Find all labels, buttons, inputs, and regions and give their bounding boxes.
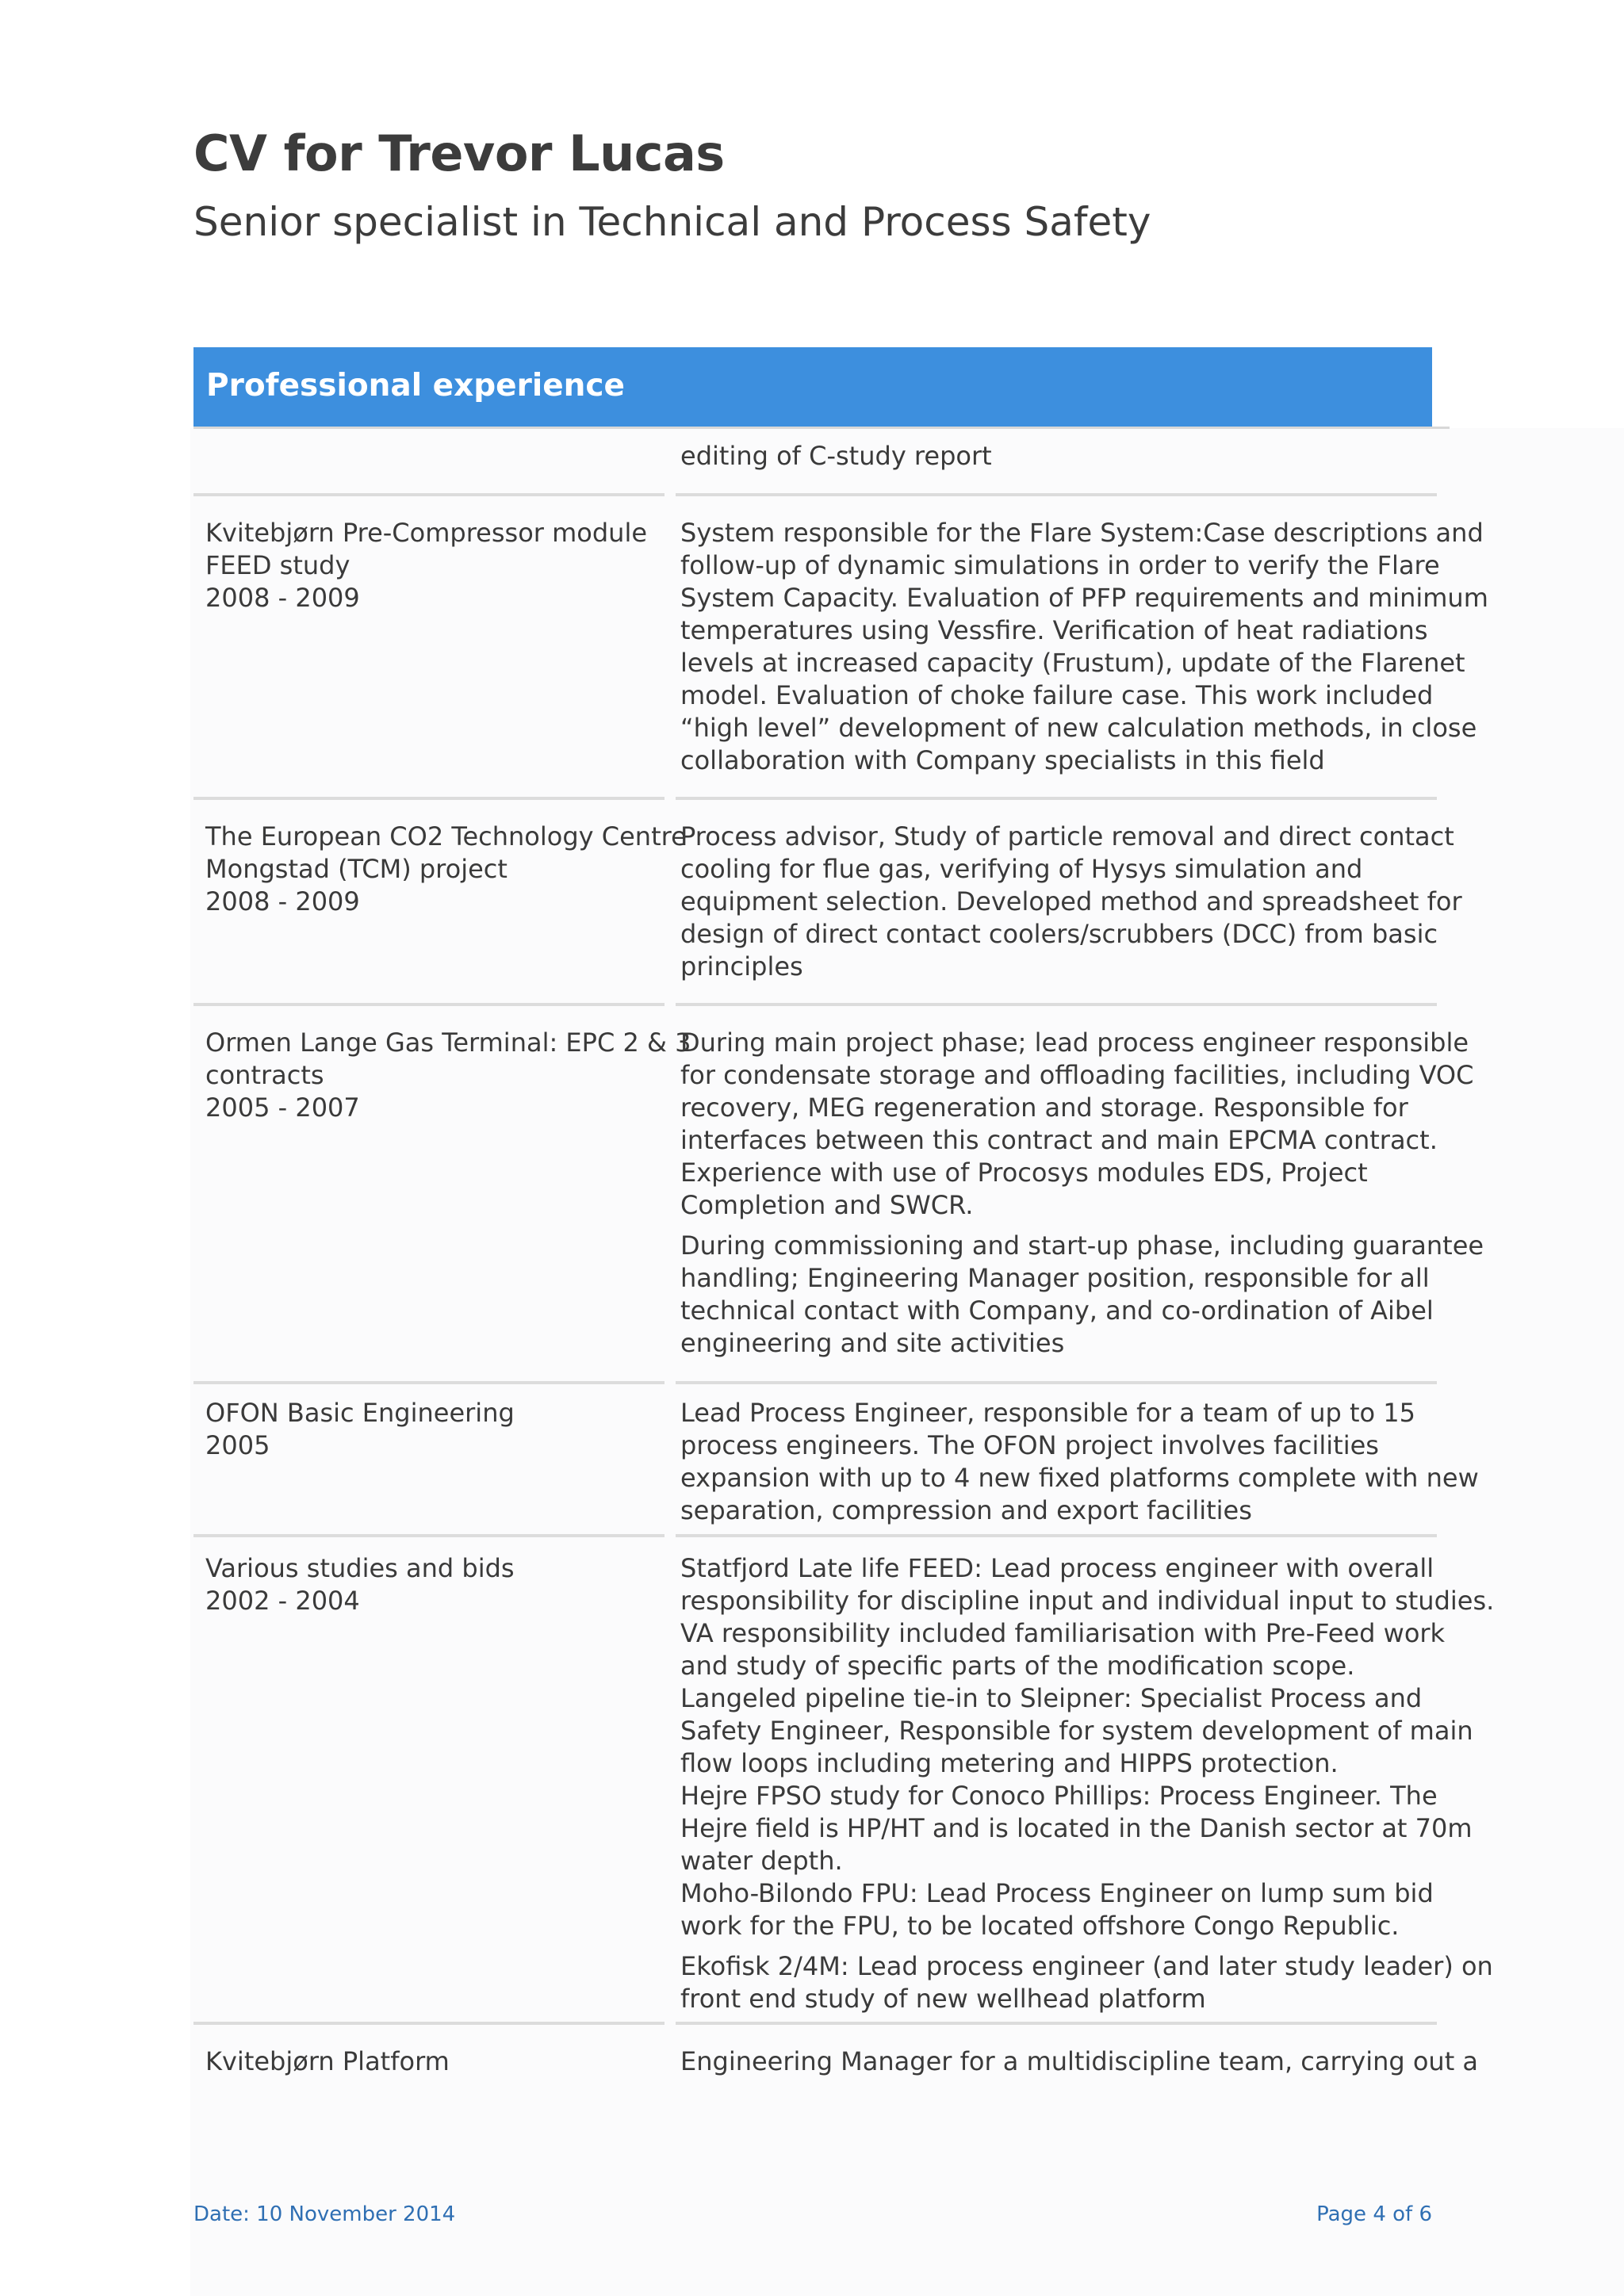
page-title: CV for Trevor Lucas [193, 124, 725, 182]
row-divider-left [193, 1381, 665, 1384]
description-line: expansion with up to 4 new fixed platforms complete with new [680, 1463, 1479, 1493]
description-line: design of direct contact coolers/scrubbers (DCC) from basic [680, 919, 1438, 949]
description-line: process engineers. The OFON project involves facilities [680, 1430, 1379, 1460]
project-name: Various studies and bids [205, 1553, 515, 1583]
description-line: model. Evaluation of choke failure case. This work included [680, 680, 1434, 710]
description-line: Safety Engineer, Responsible for system development of main [680, 1716, 1473, 1746]
description-line: Langeled pipeline tie-in to Sleipner: Specialist Process and [680, 1683, 1423, 1713]
description-line: Experience with use of Procosys modules EDS, Project [680, 1158, 1368, 1188]
description-line: “high level” development of new calculation methods, in close [680, 713, 1477, 743]
project-name: Mongstad (TCM) project [205, 854, 508, 884]
description-line: temperatures using Vessfire. Verification of heat radiations [680, 615, 1428, 645]
description-cell [680, 517, 1488, 777]
description-line: flow loops including metering and HIPPS protection. [680, 1748, 1339, 1778]
description-line: System responsible for the Flare System:Case descriptions and [680, 518, 1484, 548]
row-divider-left [193, 797, 665, 800]
project-cell [205, 1397, 681, 1462]
description-cell [680, 2045, 1479, 2078]
description-line: follow-up of dynamic simulations in order to verify the Flare [680, 550, 1440, 580]
description-line: recovery, MEG regeneration and storage. Responsible for [680, 1093, 1408, 1123]
description-line: During main project phase; lead process engineer responsible [680, 1027, 1469, 1058]
row-divider-right [676, 1381, 1437, 1384]
project-cell [205, 2045, 681, 2078]
footer-page-number: Page 4 of 6 [1316, 2202, 1432, 2226]
project-cell [205, 1552, 681, 1617]
description-line: Lead Process Engineer, responsible for a team of up to 15 [680, 1398, 1416, 1428]
project-name: Ormen Lange Gas Terminal: EPC 2 & 3 [205, 1027, 691, 1058]
project-period: 2005 [205, 1430, 270, 1460]
description-line: front end study of new wellhead platform [680, 1984, 1206, 2014]
description-line: Moho-Bilondo FPU: Lead Process Engineer on lump sum bid [680, 1878, 1434, 1908]
project-cell [205, 1027, 691, 1124]
page-subtitle: Senior specialist in Technical and Process Safety [193, 199, 1151, 245]
project-period: 2008 - 2009 [205, 886, 360, 916]
project-name: Kvitebjørn Platform [205, 2046, 450, 2076]
project-period: 2005 - 2007 [205, 1093, 360, 1123]
row-divider-left [193, 1003, 665, 1006]
description-line: editing of C-study report [680, 441, 992, 471]
description-cell [680, 821, 1462, 983]
description-line: for condensate storage and offloading facilities, including VOC [680, 1060, 1474, 1090]
project-name: The European CO2 Technology Centre [205, 821, 687, 851]
project-name: FEED study [205, 550, 350, 580]
description-line: principles [680, 951, 803, 982]
project-period: 2008 - 2009 [205, 583, 360, 613]
description-line: responsibility for discipline input and individual input to studies. [680, 1586, 1495, 1616]
description-line: Completion and SWCR. [680, 1190, 974, 1220]
paragraph-gap [680, 1942, 1434, 1950]
description-line: equipment selection. Developed method and spreadsheet for [680, 886, 1462, 916]
description-line: collaboration with Company specialists in this field [680, 745, 1325, 775]
description-line: During commissioning and start-up phase, including guarantee [680, 1230, 1484, 1261]
description-line: System Capacity. Evaluation of PFP requirements and minimum [680, 583, 1488, 613]
description-cell [680, 1552, 1495, 2015]
description-line: Hejre FPSO study for Conoco Phillips: Process Engineer. The [680, 1781, 1438, 1811]
project-cell [205, 517, 681, 614]
description-line: interfaces between this contract and main EPCMA contract. [680, 1125, 1438, 1155]
description-line: Hejre field is HP/HT and is located in the Danish sector at 70m [680, 1813, 1473, 1843]
description-line: technical contact with Company, and co-ordination of Aibel [680, 1295, 1434, 1326]
description-line: levels at increased capacity (Frustum), update of the Flarenet [680, 648, 1465, 678]
description-cell [680, 1397, 1479, 1527]
project-name: Kvitebjørn Pre-Compressor module [205, 518, 648, 548]
description-cell [680, 440, 1434, 473]
header-divider [193, 427, 1450, 429]
description-line: Process advisor, Study of particle removal and direct contact [680, 821, 1454, 851]
description-line: Statfjord Late life FEED: Lead process engineer with overall [680, 1553, 1434, 1583]
description-cell [680, 1027, 1484, 1360]
description-line: and study of specific parts of the modification scope. [680, 1651, 1355, 1681]
row-divider-right [676, 493, 1437, 496]
paragraph-gap [680, 1222, 1434, 1230]
project-name: contracts [205, 1060, 324, 1090]
project-cell [205, 821, 687, 918]
row-divider-left [193, 2022, 665, 2025]
row-divider-right [676, 797, 1437, 800]
row-divider-right [676, 1534, 1437, 1537]
description-line: engineering and site activities [680, 1328, 1065, 1358]
project-name: OFON Basic Engineering [205, 1398, 515, 1428]
description-line: water depth. [680, 1846, 843, 1876]
footer-date: Date: 10 November 2014 [193, 2202, 456, 2226]
description-line: Ekofisk 2/4M: Lead process engineer (and later study leader) on [680, 1951, 1493, 1981]
description-line: handling; Engineering Manager position, responsible for all [680, 1263, 1430, 1293]
section-header [193, 347, 1432, 427]
description-line: cooling for flue gas, verifying of Hysys simulation and [680, 854, 1363, 884]
row-divider-right [676, 2022, 1437, 2025]
row-divider-right [676, 1003, 1437, 1006]
row-divider-left [193, 1534, 665, 1537]
description-line: work for the FPU, to be located offshore Congo Republic. [680, 1911, 1400, 1941]
description-line: VA responsibility included familiarisation with Pre-Feed work [680, 1618, 1446, 1648]
description-line: separation, compression and export facilities [680, 1495, 1252, 1525]
description-line: Engineering Manager for a multidiscipline team, carrying out a [680, 2046, 1479, 2076]
project-period: 2002 - 2004 [205, 1586, 360, 1616]
section-heading: Professional experience [206, 368, 626, 404]
row-divider-left [193, 493, 665, 496]
